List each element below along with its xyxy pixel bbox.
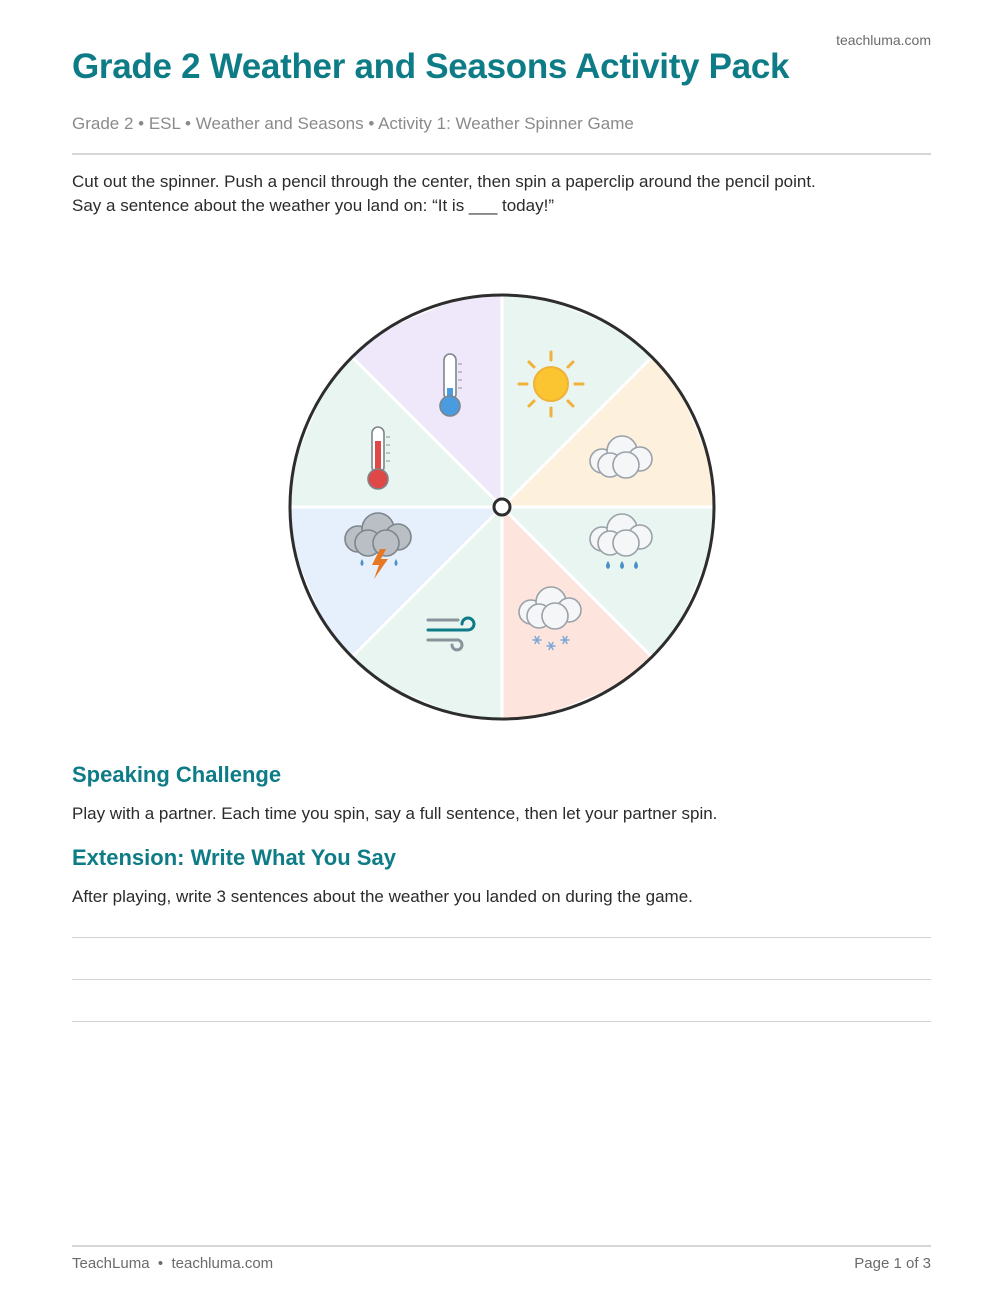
page-number: Page 1 of 3 — [854, 1255, 931, 1272]
instructions — [72, 170, 942, 218]
footer-brand: TeachLuma • teachluma.com — [72, 1255, 274, 1272]
footer-divider — [72, 1245, 931, 1247]
extension-text: After playing, write 3 sentences about the weather you landed on during the game. — [72, 887, 693, 906]
instructions-line-1: Cut out the spinner. Push a pencil through the center, then spin a paperclip around the pencil point. — [72, 172, 816, 191]
writing-line-1[interactable] — [72, 937, 931, 938]
breadcrumb: Grade 2 • ESL • Weather and Seasons • Activity 1: Weather Spinner Game — [72, 114, 634, 133]
weather-spinner — [286, 291, 718, 723]
site-url: teachluma.com — [836, 32, 931, 48]
page-title: Grade 2 Weather and Seasons Activity Pack — [72, 47, 790, 86]
spinner-center-hole — [494, 499, 510, 515]
header-divider — [72, 153, 931, 155]
writing-line-3[interactable] — [72, 1021, 931, 1022]
extension-heading: Extension: Write What You Say — [72, 845, 396, 870]
speaking-challenge-heading: Speaking Challenge — [72, 762, 282, 787]
writing-line-2[interactable] — [72, 979, 931, 980]
speaking-challenge-text: Play with a partner. Each time you spin, say a full sentence, then let your partner spin. — [72, 804, 718, 823]
instructions-line-2: Say a sentence about the weather you land on: “It is ___ today!” — [72, 196, 554, 215]
